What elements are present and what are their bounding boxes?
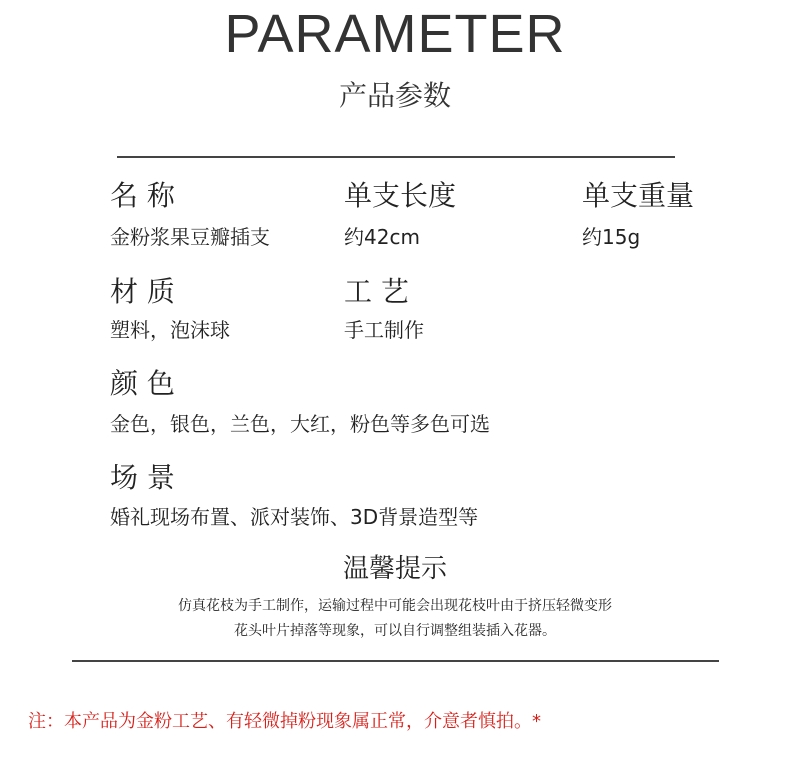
length-value: 约42cm [344,225,420,249]
craft-value: 手工制作 [344,318,424,342]
color-label: 颜 色 [110,367,175,400]
weight-label: 单支重量 [582,179,695,212]
color-value: 金色，银色，兰色，大红，粉色等多色可选 [110,412,490,436]
page-title-en: PARAMETER [224,4,566,64]
top-divider [117,156,675,158]
tips-line-2: 花头叶片掉落等现象，可以自行调整组装插入花器。 [234,623,556,639]
bottom-divider [72,660,719,662]
length-label: 单支长度 [344,179,457,212]
scene-label: 场 景 [110,461,175,494]
page-title-zh: 产品参数 [338,79,451,112]
name-label: 名 称 [110,179,175,212]
craft-label: 工 艺 [344,275,409,308]
weight-value: 约15g [582,225,641,249]
tips-title: 温馨提示 [342,554,447,584]
tips-line-1: 仿真花枝为手工制作，运输过程中可能会出现花枝叶由于挤压轻微变形 [178,598,612,614]
material-label: 材 质 [110,275,175,308]
material-value: 塑料，泡沫球 [110,318,230,342]
scene-value: 婚礼现场布置、派对装饰、3D背景造型等 [110,505,479,529]
name-value: 金粉浆果豆瓣插支 [110,225,270,249]
warning-note: 注：本产品为金粉工艺、有轻微掉粉现象属正常，介意者慎拍。* [28,711,541,732]
